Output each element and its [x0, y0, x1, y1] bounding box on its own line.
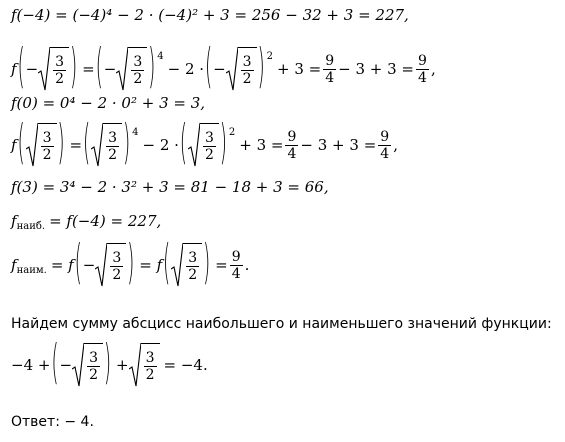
sqrt-3-2: $\frac{3}{2}$	[38, 47, 69, 91]
eval-f-minus4	[11, 6, 409, 24]
answer: Ответ: − 4.	[11, 414, 94, 430]
sum-heading: Найдем сумму абсцисс наибольшего и наименьшего значений функции:	[11, 316, 552, 332]
paren-group-pow4: ( − $\frac{3}{2}$ ) $^4$	[95, 40, 164, 95]
sum-expression: −4 + ( − $\frac{3}{2}$ ) + $\frac{3}{2}$ = −4.	[11, 336, 208, 391]
eval-f-minus-sqrt: f ( − $\frac{3}{2}$ ) = ( − $\frac{3}{2}$ ) $^4$ − 2 · ( − $\frac{3}{2}$ ) $^2$ + 3 = $\frac{9}{4}$ − 3 + 3 = $\frac{9}{4}$ ,	[11, 40, 436, 95]
f-symbol: f	[11, 60, 17, 78]
eval-f-3: f(3) = 3⁴ − 2 · 3² + 3 = 81 − 18 + 3 = 66,	[11, 178, 329, 196]
paren-group: ( − $\frac{3}{2}$ )	[17, 40, 78, 95]
eval-f-0: f(0) = 0⁴ − 2 · 0² + 3 = 3,	[11, 94, 206, 112]
eval-f-plus-sqrt: f ( $\frac{3}{2}$ ) = ( $\frac{3}{2}$ ) $^4$ − 2 · ( $\frac{3}{2}$ ) $^2$ + 3 = $\frac{9}{4}$ − 3 + 3 = $\frac{9}{4}$ ,	[11, 116, 398, 171]
paren-group-pow2: ( − $\frac{3}{2}$ ) $^2$	[205, 40, 273, 95]
min-value: f наим. = f ( − $\frac{3}{2}$ ) = f ( $\frac{3}{2}$ ) = $\frac{9}{4}$ .	[11, 236, 250, 291]
eq-text: f(−4) = (−4)⁴ − 2 · (−4)² + 3 = 256 − 32 + 3 = 227,	[11, 6, 409, 24]
max-value: f наиб. = f(−4) = 227,	[11, 212, 162, 232]
